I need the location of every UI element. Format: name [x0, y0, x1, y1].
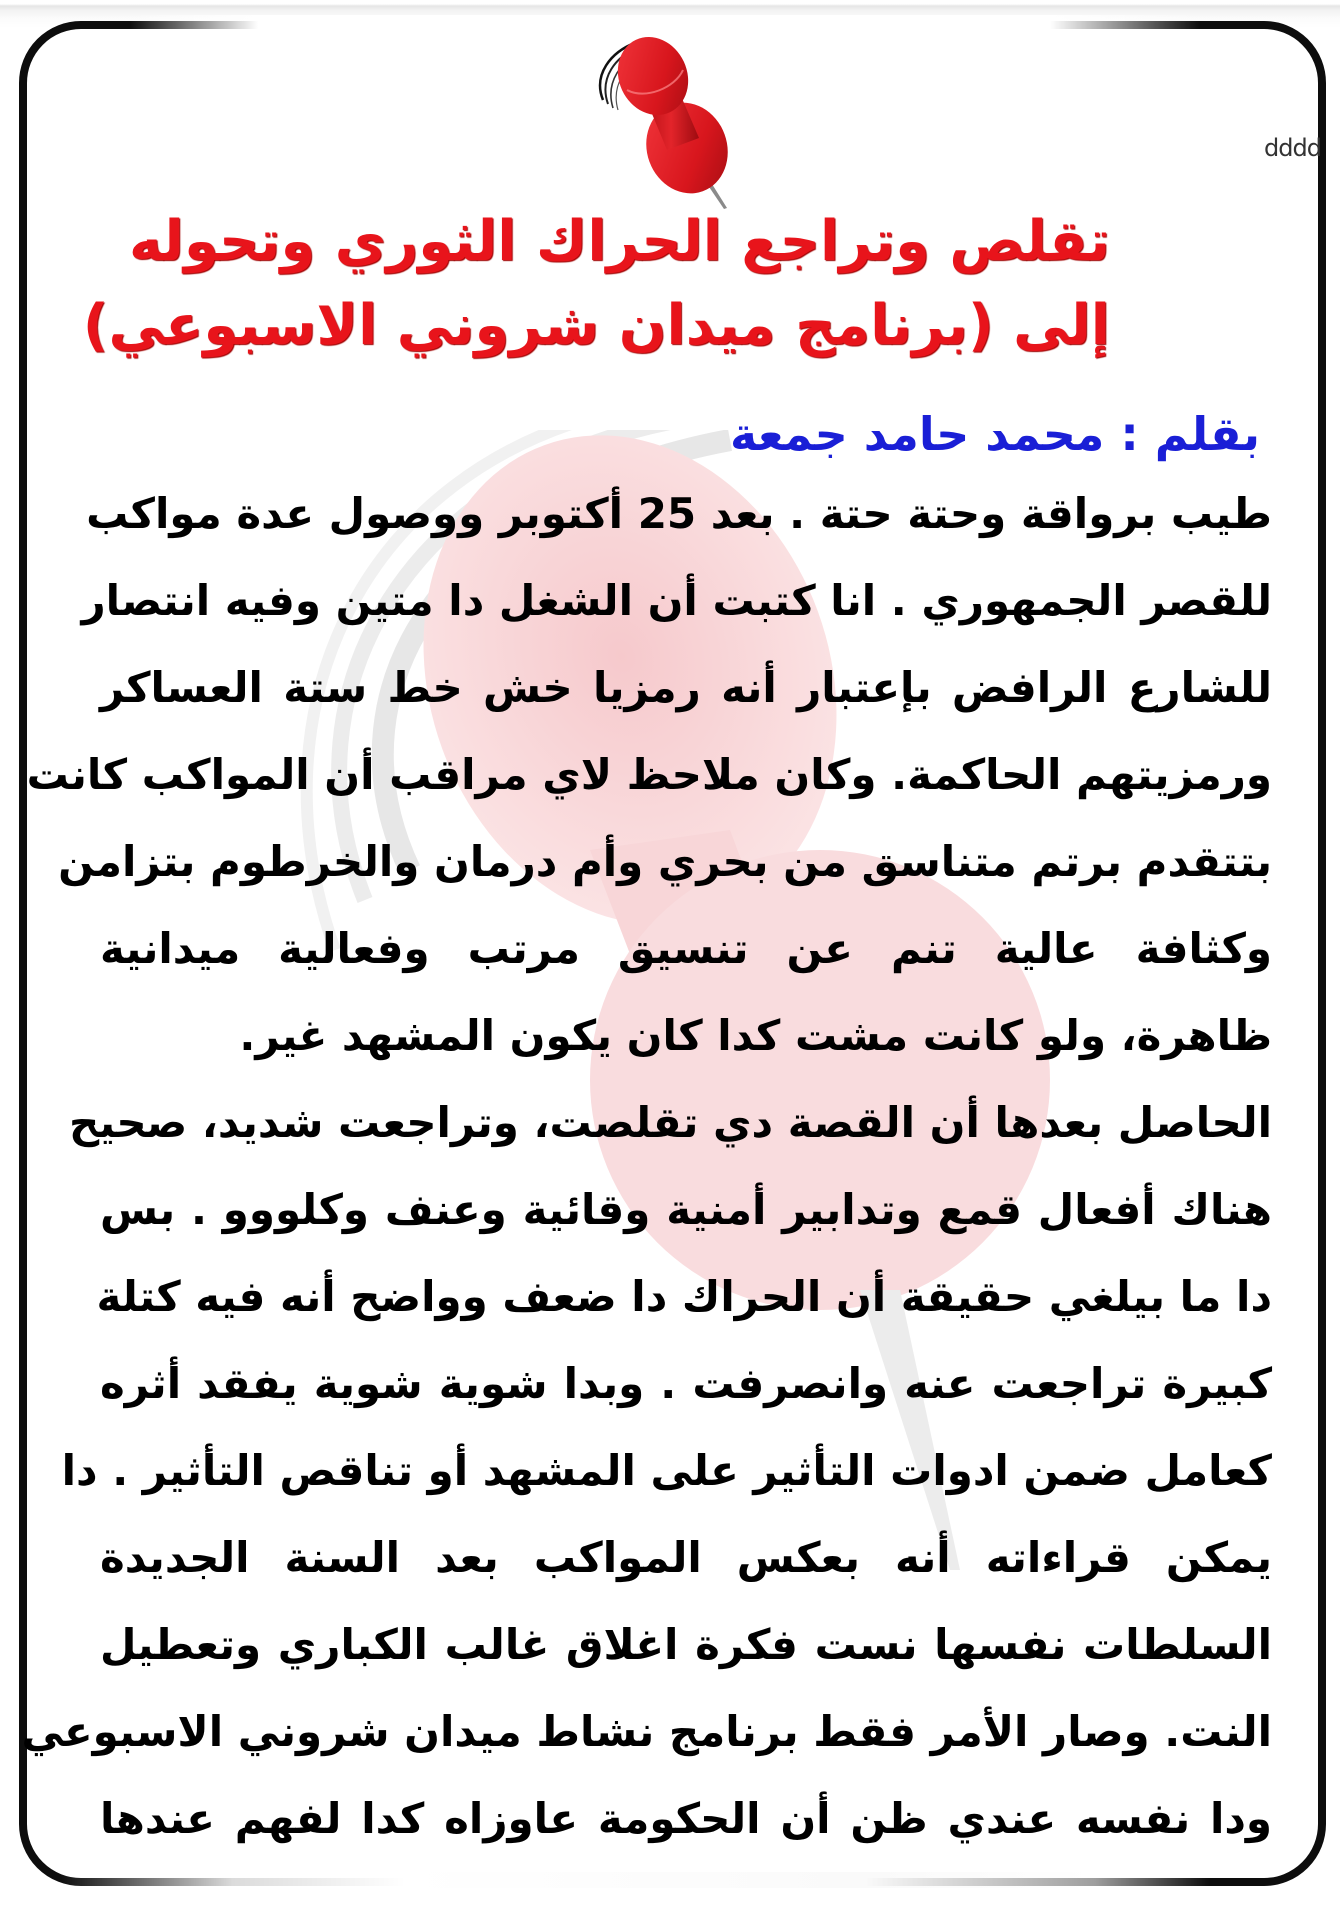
body-line: ظاهرة، ولو كانت مشت كدا كان يكون المشهد غير.: [239, 1011, 1272, 1060]
body-line: للشارع الرافض بإعتبار أنه رمزيا خش خط ستة العساكر: [100, 663, 1272, 712]
body-line: النت. وصار الأمر فقط برنامج نشاط ميدان شروني الاسبوعي: [21, 1707, 1272, 1756]
body-line: طيب برواقة وحتة حتة . بعد 25 أكتوبر ووصول عدة مواكب: [86, 489, 1272, 538]
pushpin-icon: [575, 30, 735, 210]
body-line: بتتقدم برتم متناسق من بحري وأم درمان والخرطوم بتزامن: [58, 837, 1272, 886]
body-line: هناك أفعال قمع وتدابير أمنية وقائية وعنف وكلووو . بس: [100, 1185, 1272, 1234]
body-line: وكثافة عالية تنم عن تنسيق مرتب وفعالية ميدانية: [100, 924, 1272, 973]
article-body: [21, 470, 1272, 1862]
body-line: للقصر الجمهوري . انا كتبت أن الشغل دا متين وفيه انتصار: [81, 576, 1272, 625]
body-line: الحاصل بعدها أن القصة دي تقلصت، وتراجعت شديد، صحيح: [68, 1098, 1272, 1147]
body-line: ودا نفسه عندي ظن أن الحكومة عاوزاه كدا لفهم عندها: [100, 1794, 1272, 1843]
frame-bottom-fade: [60, 1872, 1210, 1888]
title-line-2: إلى (برنامج ميدان شروني الاسبوعي): [82, 293, 1110, 358]
body-line: يمكن قراءاته أنه بعكس المواكب بعد السنة الجديدة: [100, 1533, 1272, 1582]
body-line: كبيرة تراجعت عنه وانصرفت . وبدا شوية شوية يفقد أثره: [100, 1359, 1272, 1408]
article-title: [82, 200, 1110, 368]
body-line: كعامل ضمن ادوات التأثير على المشهد أو تناقص التأثير . دا: [61, 1446, 1272, 1495]
title-line-1: تقلص وتراجع الحراك الثوري وتحوله: [128, 209, 1110, 274]
corner-tag-text: dddd: [1264, 134, 1321, 162]
author-byline: بقلم : محمد حامد جمعة: [729, 407, 1260, 461]
body-line: دا ما بيلغي حقيقة أن الحراك دا ضعف وواضح أنه فيه كتلة: [96, 1272, 1272, 1321]
body-line: السلطات نفسها نست فكرة اغلاق غالب الكباري وتعطيل: [100, 1620, 1272, 1669]
body-line: ورمزيتهم الحاكمة. وكان ملاحظ لاي مراقب أن المواكب كانت: [26, 750, 1272, 799]
